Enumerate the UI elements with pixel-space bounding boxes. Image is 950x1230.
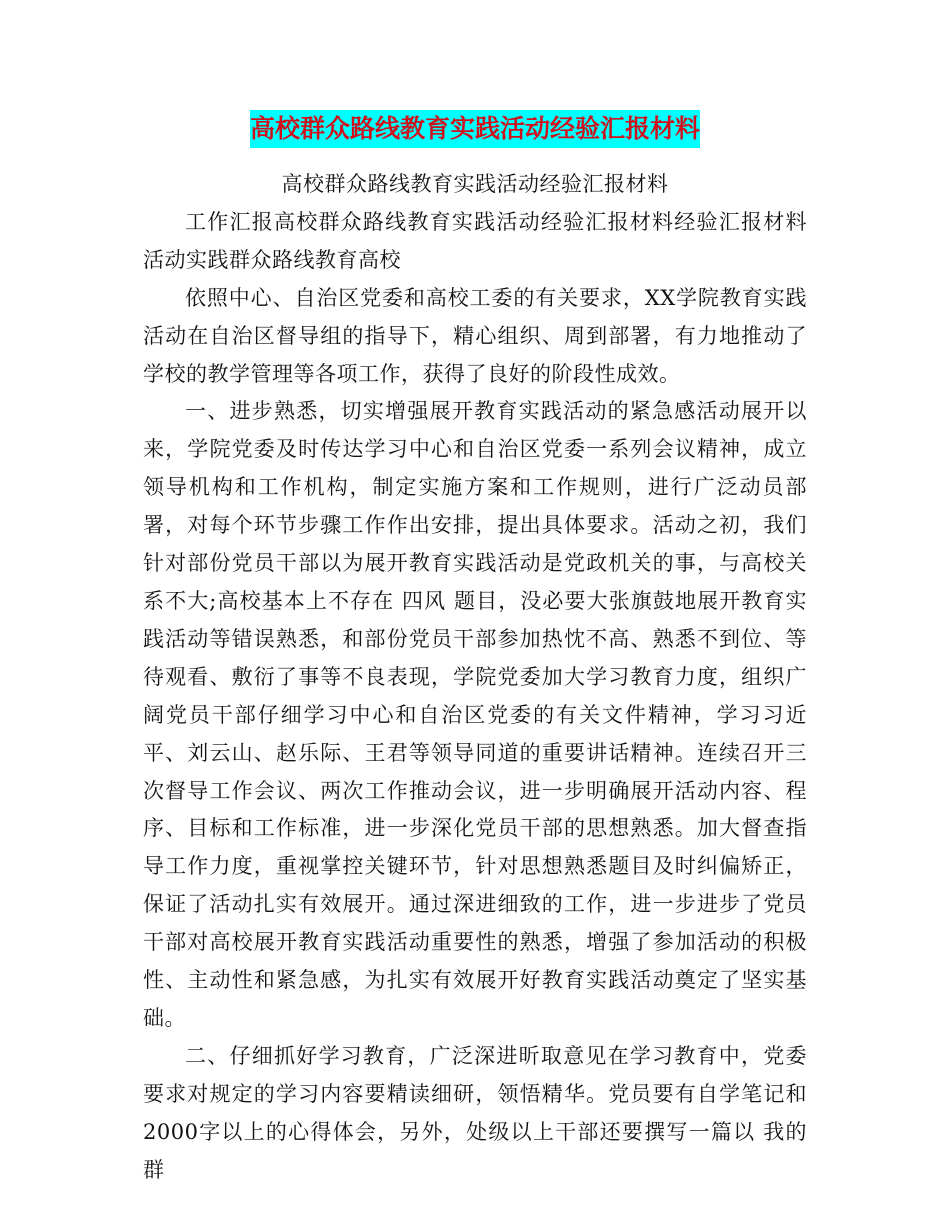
document-body	[143, 166, 807, 1189]
document-title: 高校群众路线教育实践活动经验汇报材料	[250, 110, 700, 148]
keywords-paragraph: 工作汇报高校群众路线教育实践活动经验汇报材料经验汇报材料活动实践群众路线教育高校	[143, 209, 807, 272]
section-two-paragraph: 二、仔细抓好学习教育，广泛深进昕取意见在学习教育中，党委要求对规定的学习内容要精读细研，领悟精华。党员要有自学笔记和2000字以上的心得体会，另外，处级以上干部还要撰写一篇以 我的群	[143, 1043, 807, 1182]
subtitle-paragraph: 高校群众路线教育实践活动经验汇报材料	[281, 172, 669, 196]
title-container	[0, 110, 950, 148]
intro-paragraph: 依照中心、自治区党委和高校工委的有关要求，XX学院教育实践活动在自治区督导组的指导下，精心组织、周到部署，有力地推动了学校的教学管理等各项工作，获得了良好的阶段性成效。	[143, 285, 807, 386]
section-one-paragraph: 一、进步熟悉，切实增强展开教育实践活动的紧急感活动展开以来，学院党委及时传达学习中心和自治区党委一系列会议精神，成立领导机构和工作机构，制定实施方案和工作规则，进行广泛动员部署，对每个环节步骤工作作出安排，提出具体要求。活动之初，我们针对部份党员干部以为展开教育实践活动是党政机关的事，与高校关系不大;高校基本上不存在 四风 题目，没必要大张旗鼓地展开教育实践活动等错误熟悉，和部份党员干部参加热忱不高、熟悉不到位、等待观看、敷衍了事等不良表现，学院党委加大学习教育力度，组织广阔党员干部仔细学习中心和自治区党委的有关文件精神，学习习近平、刘云山、赵乐际、王君等领导同道的重要讲话精神。连续召开三次督导工作会议、两次工作推动会议，进一步明确展开活动内容、程序、目标和工作标准，进一步深化党员干部的思想熟悉。加大督查指导工作力度，重视掌控关键环节，针对思想熟悉题目及时纠偏矫正，保证了活动扎实有效展开。通过深进细致的工作，进一步进步了党员干部对高校展开教育实践活动重要性的熟悉，增强了参加活动的积极性、主动性和紧急感，为扎实有效展开好教育实践活动奠定了坚实基础。	[143, 399, 807, 1030]
